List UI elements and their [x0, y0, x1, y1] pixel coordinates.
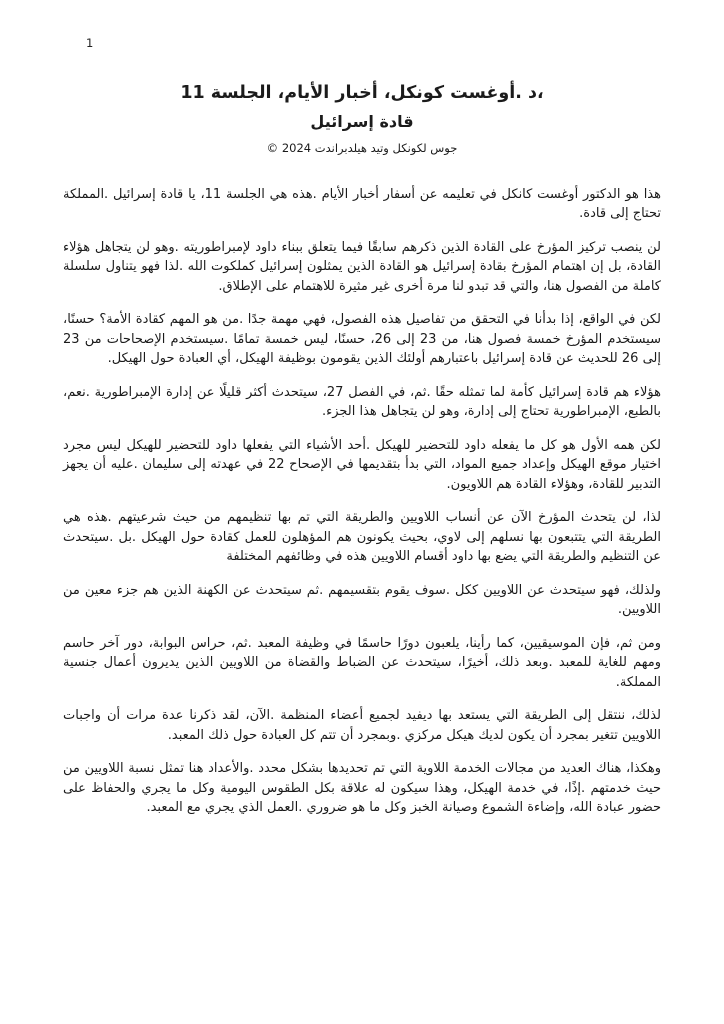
paragraph: لن ينصب تركيز المؤرخ على القادة الذين ذكرهم سابقًا فيما يتعلق ببناء داود لإمبراطوريته .وهو لن يتجاهل هؤلاء القادة، بل إن اهتمام المؤرخ بقادة إسرائيل هو القادة الذين يمثلون إسرائيل كملكوت الله .لذا فهو يتناول سلسلة كاملة من الفصول هنا، والتي قد تبدو لنا مرة أخرى غير مثيرة للاهتمام على الإطلاق.	[63, 239, 661, 294]
copyright-line: جوس لكونكل وتيد هيلدبراندت 2024 ©	[266, 140, 458, 155]
paragraph: لذا، لن يتحدث المؤرخ الآن عن أنساب اللاويين والطريقة التي تم بها تنظيمهم من حيث شرعيتهم .هذه هي الطريقة التي يتتبعون بها نسلهم إلى لاوي، بحيث يكونون هم المؤهلون للعمل كقادة حول الهيكل .بل .سيتحدث عن التنظيم والطريقة التي يضع بها داود أقسام اللاويين هذه في وظائفهم المختلفة	[63, 510, 661, 565]
document-subtitle: قادة إسرائيل	[310, 111, 414, 131]
paragraph: وهكذا، هناك العديد من مجالات الخدمة اللاوية التي تم تحديدها بشكل محدد .والأعداد هنا تمثل نسبة اللاويين من حيث خدمتهم .إذًا، في خدمة الهيكل، وهذا سيكون له علاقة بكل الطقوس اليومية وكل ما يجري والحفاظ على حضور عبادة الله، وإضاءة الشموع وصيانة الخبز وكل ما هو ضروري .العمل الذي يجري مع المعبد.	[63, 761, 661, 816]
paragraph: هذا هو الدكتور أوغست كانكل في تعليمه عن أسفار أخبار الأيام .هذه هي الجلسة 11، يا قادة إسرائيل .المملكة تحتاج إلى قادة.	[63, 186, 661, 222]
paragraph: لذلك، ننتقل إلى الطريقة التي يستعد بها ديفيد لجميع أعضاء المنظمة .الآن، لقد ذكرنا عدة مرات أن واجبات اللاويين تتغير بمجرد أن يكون لديك هيكل مركزي .وبمجرد أن تتم كل العبادة حول ذلك المعبد.	[63, 708, 661, 743]
paragraph: لكن همه الأول هو كل ما يفعله داود للتحضير للهيكل .أحد الأشياء التي يفعلها داود للتحضير للهيكل ليس مجرد اختيار موقع الهيكل وإعداد جميع المواد، التي بدأ بتقديمها في الإصحاح 22 في عهدته إلى سليمان .عليه أن يجهز التدبير للقادة، وهؤلاء القادة هم اللاويون.	[63, 437, 661, 492]
page-number: 1	[86, 36, 94, 50]
document-body	[63, 185, 661, 818]
paragraph: ولذلك، فهو سيتحدث عن اللاويين ككل .سوف يقوم بتقسيمهم .ثم سيتحدث عن الكهنة الذين هم جزء معين من اللاويين.	[63, 582, 661, 618]
paragraph: هؤلاء هم قادة إسرائيل كأمة لما تمثله حقًا .ثم، في الفصل 27، سيتحدث أكثر قليلًا عن إدارة الإمبراطورية .نعم، بالطبع، الإمبراطورية تحتاج إلى إدارة، وهو لن يتجاهل هذا الجزء.	[63, 384, 661, 420]
document-title: ،د .أوغست كونكل، أخبار الأيام، الجلسة 11	[180, 83, 544, 103]
document-header	[63, 82, 661, 155]
paragraph: ومن ثم، فإن الموسيقيين، كما رأينا، يلعبون دورًا حاسمًا في وظيفة المعبد .ثم، حراس البوابة، دور آخر حاسم ومهم للغاية للمعبد .وبعد ذلك، أخيرًا، سيتحدث عن الضباط والقضاة من اللاويين الذين يديرون أعمال جنسية المملكة.	[63, 635, 661, 690]
paragraph: لكن في الواقع، إذا بدأنا في التحقق من تفاصيل هذه الفصول، فهي مهمة جدًا .من هو المهم كقادة الأمة؟ حسنًا، سيستخدم المؤرخ خمسة فصول هنا، من 23 إلى 26، حسنًا، ليس خمسة تمامًا .سيستخدم الإصحاحات من 23 إلى 26 للحديث عن قادة إسرائيل باعتبارهم أولئك الذين يقومون بوظيفة الهيكل، أي العبادة حول الهيكل.	[63, 312, 661, 367]
